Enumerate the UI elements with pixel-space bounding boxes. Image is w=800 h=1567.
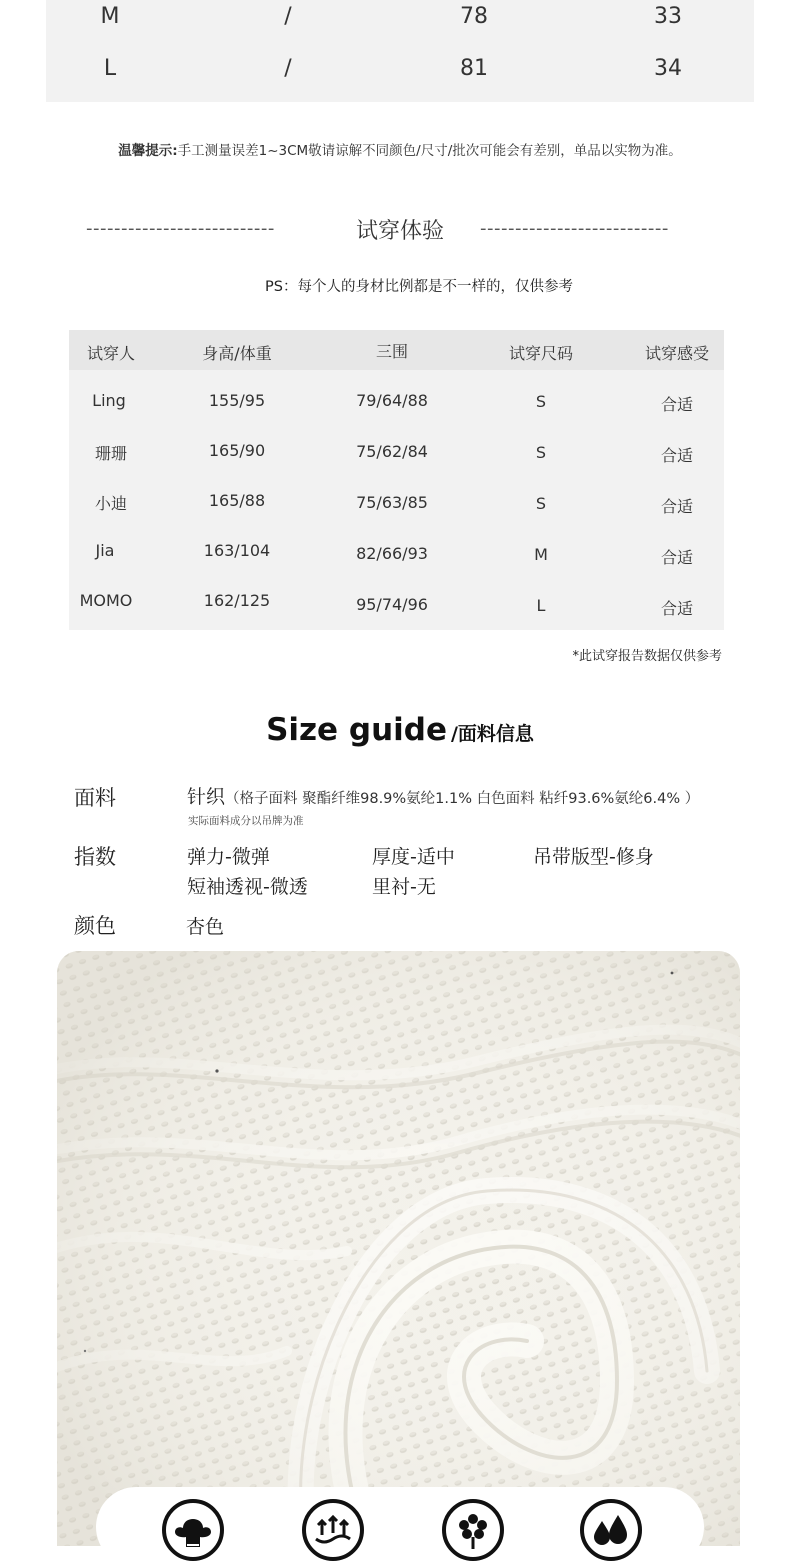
color-value: 杏色 [186, 916, 225, 938]
index-item: 弹力-微弹 [187, 846, 270, 868]
size-guide-heading: Size guide [266, 712, 447, 748]
table-cell: MOMO [79, 591, 133, 610]
fabric-note: 实际面料成分以吊牌为准 [188, 815, 304, 827]
tip-label: 温馨提示: [118, 143, 178, 159]
table-cell: S [535, 494, 547, 513]
table-cell: 合适 [660, 599, 694, 618]
table-cell: 155/95 [208, 391, 266, 410]
size-guide-title [0, 712, 800, 748]
size-cell: / [284, 4, 292, 29]
size-table [46, 0, 754, 102]
table-cell: S [535, 392, 547, 411]
tryon-note: *此试穿报告数据仅供参考 [572, 649, 722, 664]
fabric-label: 面料 [74, 786, 116, 810]
index-item: 短袖透视-微透 [187, 876, 308, 898]
index-item: 里衬-无 [372, 876, 436, 898]
measurement-tip [0, 139, 800, 159]
water-drops-icon [580, 1499, 642, 1561]
header-cell: 试穿人 [86, 344, 136, 363]
size-guide-subtitle: /面料信息 [450, 723, 534, 745]
size-row [46, 4, 754, 38]
table-cell: Jia [95, 541, 115, 560]
index-item: 厚度-适中 [372, 846, 455, 868]
fabric-value [187, 782, 699, 809]
table-cell: 小迪 [94, 494, 128, 513]
table-cell: 163/104 [203, 541, 271, 560]
header-cell: 试穿感受 [644, 344, 710, 363]
divider-left: --------------------------- [86, 218, 275, 239]
divider-right: --------------------------- [480, 218, 669, 239]
knit-texture [57, 951, 740, 1546]
size-cell: 78 [460, 4, 488, 29]
table-cell: S [535, 443, 547, 462]
header-cell: 身高/体重 [202, 344, 272, 363]
table-cell: 82/66/93 [356, 544, 428, 563]
table-cell: M [534, 545, 548, 564]
size-row [46, 56, 754, 90]
size-cell: M [100, 4, 120, 29]
tryon-ps: PS：每个人的身材比例都是不一样的，仅供参考 [265, 279, 573, 295]
table-cell: 合适 [660, 548, 694, 567]
index-item: 吊带版型-修身 [533, 846, 654, 868]
table-cell: 合适 [660, 395, 694, 414]
color-label: 颜色 [74, 914, 116, 938]
tryon-title: 试穿体验 [355, 219, 444, 244]
breathable-arrows-icon [302, 1499, 364, 1561]
table-cell: 162/125 [203, 591, 271, 610]
fabric-detail: （格子面料 聚酯纤维98.9%氨纶1.1% 白色面料 粘纤93.6%氨纶6.4% ） [225, 791, 700, 807]
tip-text: 手工测量误差1~3CM敬请谅解不同颜色/尺寸/批次可能会有差别，单品以实物为准。 [177, 143, 682, 159]
header-cell: 试穿尺码 [508, 344, 574, 363]
table-cell: 165/88 [208, 491, 266, 510]
header-cell: 三围 [375, 342, 409, 361]
table-cell: 95/74/96 [356, 595, 428, 614]
size-cell: 81 [460, 56, 488, 81]
table-cell: 珊珊 [94, 444, 128, 463]
table-cell: 79/64/88 [356, 391, 428, 410]
size-cell: 34 [654, 56, 682, 81]
fabric-main: 针织 [187, 786, 226, 808]
tryon-heading [0, 214, 800, 248]
fabric-photo [57, 951, 740, 1546]
flower-plant-icon [162, 1499, 224, 1561]
table-cell: 合适 [660, 497, 694, 516]
size-cell: 33 [654, 4, 682, 29]
flower-icon [442, 1499, 504, 1561]
table-cell: Ling [92, 391, 126, 410]
index-label: 指数 [74, 845, 116, 869]
size-cell: / [284, 56, 292, 81]
table-cell: 75/62/84 [356, 442, 428, 461]
table-cell: L [536, 596, 546, 615]
tryon-table [69, 330, 724, 630]
table-cell: 合适 [660, 446, 694, 465]
table-cell: 75/63/85 [356, 493, 428, 512]
table-cell: 165/90 [208, 441, 266, 460]
size-cell: L [103, 56, 117, 81]
